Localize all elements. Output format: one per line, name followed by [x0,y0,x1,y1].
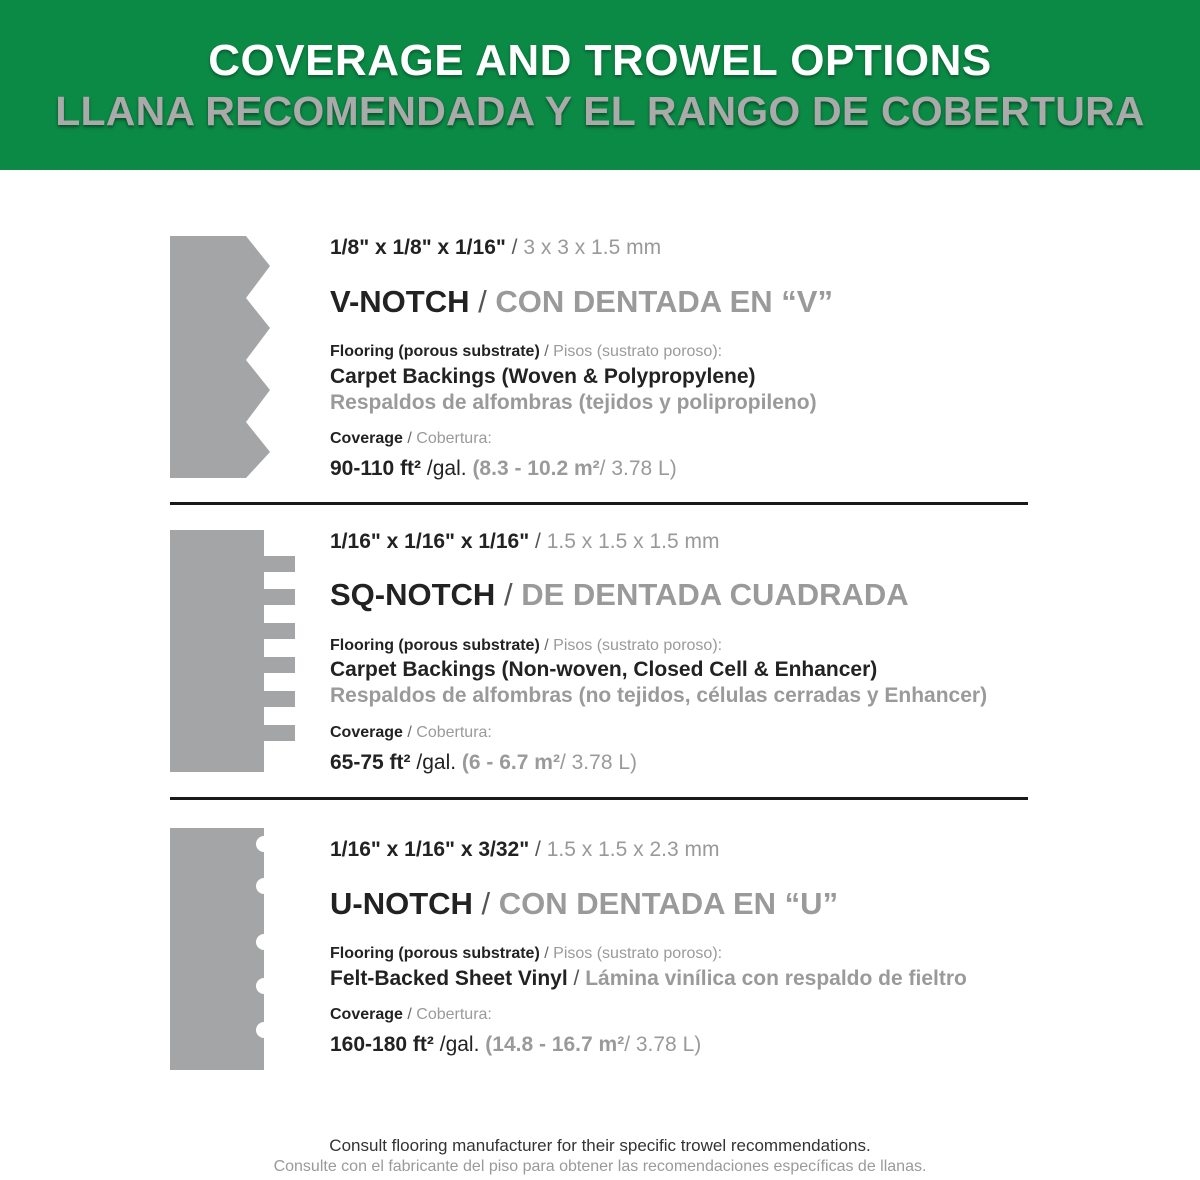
header-banner [0,0,1200,170]
trowel-section-sq-notch [170,530,1030,775]
flooring-material-es: Respaldos de alfombras (no tejidos, células cerradas y Enhancer) [330,684,988,707]
footer-note-es: Consulte con el fabricante del piso para obtener las recomendaciones específicas de llanas. [273,1158,927,1175]
flooring-label: Flooring (porous substrate) / Pisos (sustrato poroso): [330,945,723,962]
notch-name: V-NOTCH / CON DENTADA EN “V” [330,284,833,319]
coverage-value: 160-180 ft² /gal. (14.8 - 16.7 m²/ 3.78 L) [330,1033,702,1056]
section-divider [170,797,1028,800]
page-subtitle-es: LLANA RECOMENDADA Y EL RANGO DE COBERTURA [55,88,1145,134]
flooring-material-en: Carpet Backings (Woven & Polypropylene) [330,365,756,388]
notch-name: U-NOTCH / CON DENTADA EN “U” [330,886,839,921]
flooring-material: Felt-Backed Sheet Vinyl / Lámina vinílica con respaldo de fieltro [330,967,967,990]
page-title: COVERAGE AND TROWEL OPTIONS [208,36,992,85]
trowel-section-v-notch [170,236,1030,481]
coverage-value: 90-110 ft² /gal. (8.3 - 10.2 m²/ 3.78 L) [330,457,677,480]
notch-size: 1/8" x 1/8" x 1/16" / 3 x 3 x 1.5 mm [330,236,662,259]
v-notch-trowel-icon [170,236,295,478]
notch-size: 1/16" x 1/16" x 3/32" / 1.5 x 1.5 x 2.3 mm [330,838,720,861]
trowel-section-u-notch [170,828,1030,1073]
coverage-label: Coverage / Cobertura: [330,1006,492,1023]
notch-size: 1/16" x 1/16" x 1/16" / 1.5 x 1.5 x 1.5 mm [330,530,720,553]
flooring-label: Flooring (porous substrate) / Pisos (sustrato poroso): [330,343,723,360]
coverage-label: Coverage / Cobertura: [330,430,492,447]
flooring-material-es: Respaldos de alfombras (tejidos y polipropileno) [330,391,817,414]
flooring-label: Flooring (porous substrate) / Pisos (sustrato poroso): [330,637,723,654]
notch-name: SQ-NOTCH / DE DENTADA CUADRADA [330,577,909,612]
coverage-value: 65-75 ft² /gal. (6 - 6.7 m²/ 3.78 L) [330,751,638,774]
square-notch-trowel-icon [170,530,295,772]
u-notch-trowel-icon [170,828,295,1070]
section-divider [170,502,1028,505]
flooring-material-en: Carpet Backings (Non-woven, Closed Cell & Enhancer) [330,658,878,681]
footer-note-en: Consult flooring manufacturer for their specific trowel recommendations. [329,1136,871,1155]
coverage-label: Coverage / Cobertura: [330,724,492,741]
